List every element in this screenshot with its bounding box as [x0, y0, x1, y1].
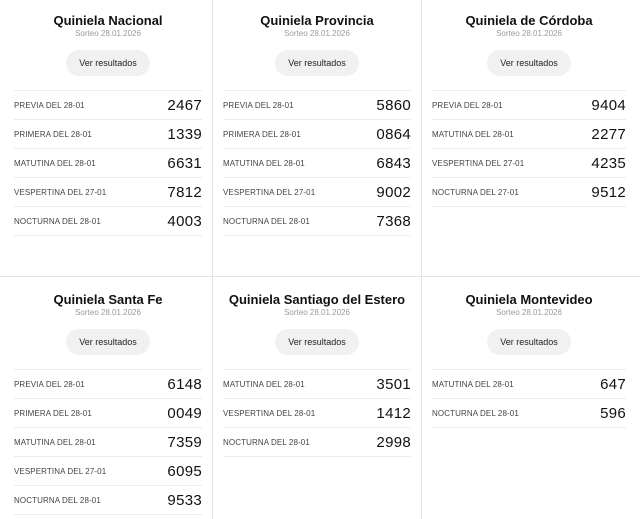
- draw-label: PREVIA DEL 28-01: [14, 379, 85, 389]
- winning-number: 9512: [591, 183, 626, 201]
- view-results-button[interactable]: Ver resultados: [487, 329, 571, 355]
- draw-row: [14, 457, 202, 486]
- draw-list: [223, 90, 411, 236]
- draw-row: [14, 399, 202, 428]
- draw-row: [14, 207, 202, 236]
- winning-number: 1339: [167, 125, 202, 143]
- draw-row: [14, 149, 202, 178]
- draw-list: [14, 90, 202, 236]
- draw-label: VESPERTINA DEL 27-01: [432, 158, 525, 168]
- draw-row: [432, 178, 626, 207]
- card-quiniela-cordoba: [422, 0, 640, 277]
- draw-date: Sorteo 28.01.2026: [75, 29, 141, 38]
- winning-number: 3501: [376, 375, 411, 393]
- winning-number: 7368: [376, 212, 411, 230]
- winning-number: 6843: [376, 154, 411, 172]
- draw-row: [14, 91, 202, 120]
- card-title: Quiniela Santa Fe: [53, 292, 163, 307]
- draw-label: VESPERTINA DEL 27-01: [14, 187, 107, 197]
- draw-label: NOCTURNA DEL 28-01: [223, 216, 310, 226]
- draw-row: [223, 178, 411, 207]
- draw-list: [14, 369, 202, 515]
- winning-number: 5860: [376, 96, 411, 114]
- draw-row: [432, 399, 626, 428]
- draw-row: [432, 370, 626, 399]
- view-results-button[interactable]: Ver resultados: [66, 329, 150, 355]
- draw-label: MATUTINA DEL 28-01: [223, 379, 305, 389]
- winning-number: 647: [600, 375, 626, 393]
- view-results-button[interactable]: Ver resultados: [487, 50, 571, 76]
- card-quiniela-santa-fe: [0, 277, 213, 519]
- draw-date: Sorteo 28.01.2026: [75, 308, 141, 317]
- card-quiniela-montevideo: [422, 277, 640, 519]
- draw-label: MATUTINA DEL 28-01: [223, 158, 305, 168]
- winning-number: 9533: [167, 491, 202, 509]
- draw-date: Sorteo 28.01.2026: [284, 308, 350, 317]
- draw-row: [432, 91, 626, 120]
- card-quiniela-santiago-del-estero: [213, 277, 422, 519]
- view-results-button[interactable]: Ver resultados: [275, 50, 359, 76]
- draw-row: [223, 207, 411, 236]
- draw-row: [223, 91, 411, 120]
- draw-label: PREVIA DEL 28-01: [14, 100, 85, 110]
- winning-number: 4235: [591, 154, 626, 172]
- draw-label: PRIMERA DEL 28-01: [223, 129, 301, 139]
- card-title: Quiniela Provincia: [260, 13, 374, 28]
- card-title: Quiniela Santiago del Estero: [228, 292, 406, 307]
- winning-number: 7359: [167, 433, 202, 451]
- draw-label: MATUTINA DEL 28-01: [14, 158, 96, 168]
- winning-number: 9404: [591, 96, 626, 114]
- card-quiniela-provincia: [213, 0, 422, 277]
- view-results-button[interactable]: Ver resultados: [66, 50, 150, 76]
- card-title: Quiniela Nacional: [53, 13, 163, 28]
- winning-number: 0864: [376, 125, 411, 143]
- draw-label: VESPERTINA DEL 27-01: [223, 187, 316, 197]
- draw-row: [14, 428, 202, 457]
- draw-label: VESPERTINA DEL 27-01: [14, 466, 107, 476]
- draw-label: NOCTURNA DEL 28-01: [14, 495, 101, 505]
- winning-number: 596: [600, 404, 626, 422]
- draw-label: NOCTURNA DEL 28-01: [432, 408, 519, 418]
- winning-number: 1412: [376, 404, 411, 422]
- draw-row: [14, 178, 202, 207]
- draw-row: [14, 370, 202, 399]
- draw-list: [432, 369, 626, 428]
- winning-number: 6095: [167, 462, 202, 480]
- draw-row: [223, 370, 411, 399]
- draw-date: Sorteo 28.01.2026: [496, 29, 562, 38]
- winning-number: 9002: [376, 183, 411, 201]
- card-title: Quiniela Montevideo: [465, 292, 593, 307]
- winning-number: 4003: [167, 212, 202, 230]
- draw-date: Sorteo 28.01.2026: [496, 308, 562, 317]
- draw-label: VESPERTINA DEL 28-01: [223, 408, 316, 418]
- draw-label: PRIMERA DEL 28-01: [14, 408, 92, 418]
- draw-list: [432, 90, 626, 207]
- winning-number: 7812: [167, 183, 202, 201]
- draw-label: PRIMERA DEL 28-01: [14, 129, 92, 139]
- winning-number: 6631: [167, 154, 202, 172]
- winning-number: 2277: [591, 125, 626, 143]
- winning-number: 6148: [167, 375, 202, 393]
- draw-label: NOCTURNA DEL 27-01: [432, 187, 519, 197]
- draw-label: NOCTURNA DEL 28-01: [14, 216, 101, 226]
- winning-number: 2998: [376, 433, 411, 451]
- draw-row: [223, 399, 411, 428]
- draw-date: Sorteo 28.01.2026: [284, 29, 350, 38]
- draw-label: MATUTINA DEL 28-01: [432, 379, 514, 389]
- draw-label: PREVIA DEL 28-01: [223, 100, 294, 110]
- draw-label: PREVIA DEL 28-01: [432, 100, 503, 110]
- draw-row: [14, 486, 202, 515]
- draw-label: NOCTURNA DEL 28-01: [223, 437, 310, 447]
- draw-row: [432, 120, 626, 149]
- draw-row: [223, 428, 411, 457]
- draw-list: [223, 369, 411, 457]
- view-results-button[interactable]: Ver resultados: [275, 329, 359, 355]
- draw-label: MATUTINA DEL 28-01: [432, 129, 514, 139]
- draw-row: [14, 120, 202, 149]
- draw-row: [432, 149, 626, 178]
- card-quiniela-nacional: [0, 0, 213, 277]
- winning-number: 2467: [167, 96, 202, 114]
- draw-row: [223, 149, 411, 178]
- winning-number: 0049: [167, 404, 202, 422]
- card-title: Quiniela de Córdoba: [465, 13, 593, 28]
- draw-label: MATUTINA DEL 28-01: [14, 437, 96, 447]
- draw-row: [223, 120, 411, 149]
